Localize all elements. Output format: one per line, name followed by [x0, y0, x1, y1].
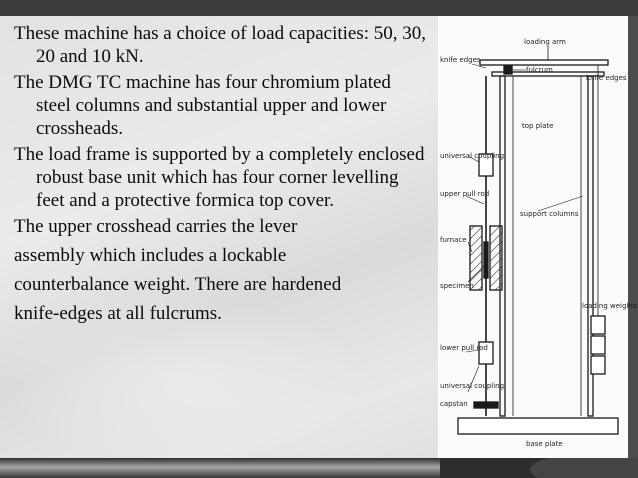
label-universal-coupling-lower: universal coupling [440, 382, 505, 390]
paragraph-load-capacities: These machine has a choice of load capacities: 50, 30, 20 and 10 kN. [14, 23, 427, 67]
text-line: knife-edges at all fulcrums. [14, 303, 222, 324]
text-panel [0, 16, 438, 458]
furnace-right [490, 226, 502, 290]
label-knife-edges-right: knife edges [586, 74, 627, 82]
base-plate [458, 418, 618, 434]
text-line: assembly which includes a lockable [14, 245, 287, 266]
label-knife-edges-left: knife edges [440, 56, 481, 64]
loading-arm [480, 60, 608, 65]
label-loading-weights: loading weights [582, 302, 638, 310]
creep-machine-diagram [438, 16, 638, 458]
paragraph-load-frame: The load frame is supported by a completely enclosed robust base unit which has four corner levelling feet and a protective formica top cover. [14, 144, 425, 211]
label-support-columns: support columns [520, 210, 579, 218]
paragraph-columns: The DMG TC machine has four chromium plated steel columns and substantial upper and lower crossheads. [14, 72, 391, 139]
label-universal-coupling-upper: universal coupling [440, 152, 505, 160]
label-upper-pull-rod: upper pull rod [440, 190, 490, 198]
specimen [484, 242, 488, 278]
text-line: counterbalance weight. There are hardened [14, 274, 342, 295]
label-lower-pull-rod: lower pull rod [440, 344, 488, 352]
furnace-left [470, 226, 482, 290]
diagram-svg [438, 16, 638, 458]
loading-weights [591, 316, 605, 334]
label-furnace: furnace [440, 236, 467, 244]
label-capstan: capstan [440, 400, 468, 408]
label-top-plate: top plate [522, 122, 554, 130]
text-line: The upper crosshead carries the lever [14, 216, 298, 237]
label-specimen: specimen [440, 282, 474, 290]
label-fulcrum: fulcrum [526, 66, 553, 74]
label-base-plate: base plate [526, 440, 563, 448]
label-loading-arm: loading arm [524, 38, 566, 46]
